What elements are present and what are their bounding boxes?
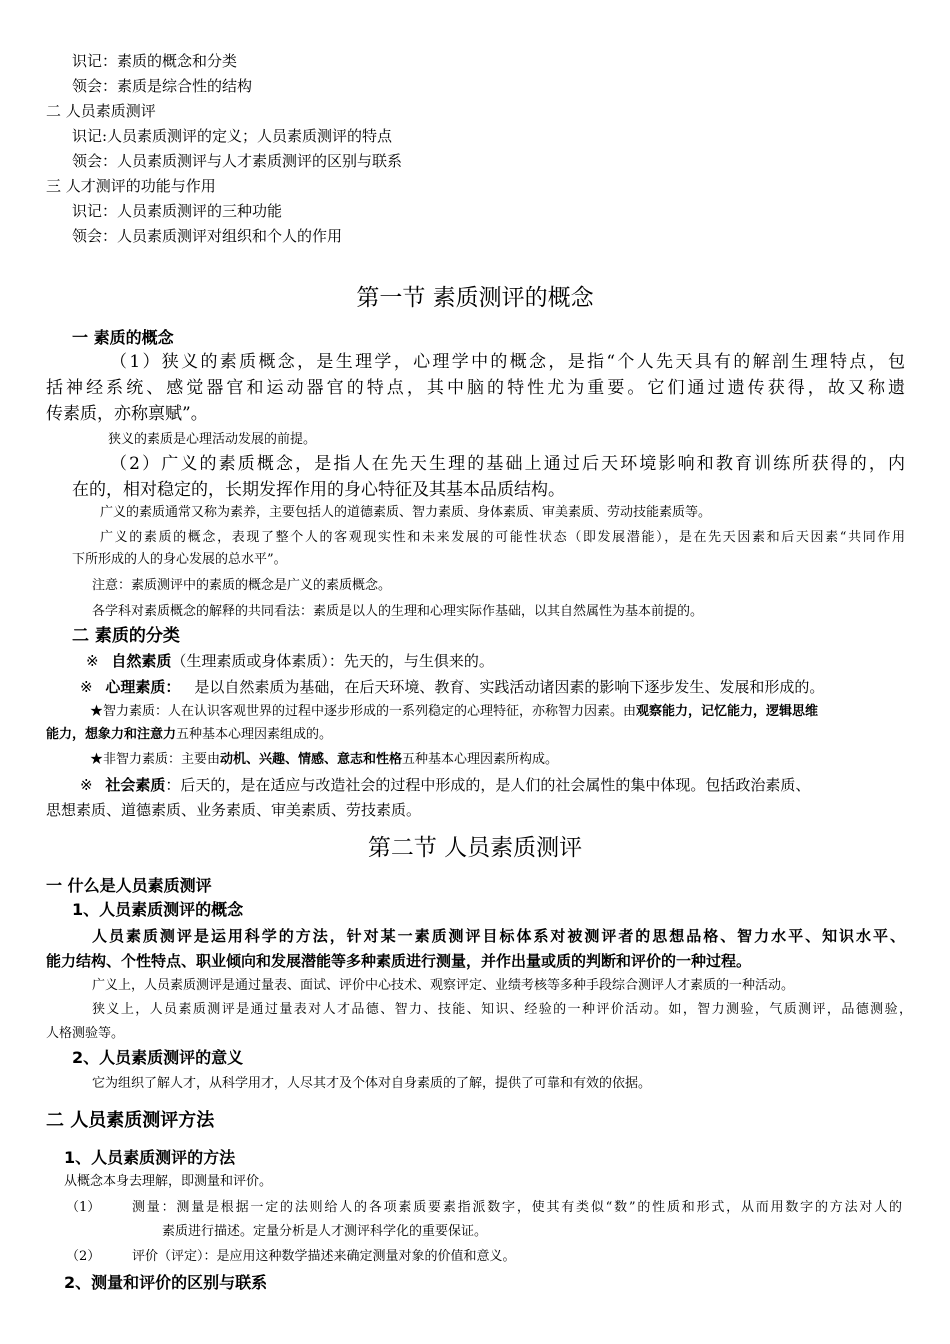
- section-heading: 一 素质的概念: [72, 328, 174, 347]
- paragraph-line: 括神经系统、感觉器官和运动器官的特点，其中脑的特性尤为重要。它们通过遗传获得，故又称遗: [46, 378, 905, 398]
- list-item-text: 测量：测量是根据一定的法则给人的各项素质要素指派数字，使其有类似“数”的性质和形式，从而用数字的方法对人的: [132, 1200, 902, 1215]
- sub-category-line: [90, 752, 558, 768]
- category-desc: 是以自然素质为基础，在后天环境、教育、实践活动诸因素的影响下逐步发生、发展和形成的。: [194, 678, 825, 696]
- note-line: 广义的素质的概念，表现了整个人的客观现实性和未来发展的可能性状态（即发展潜能），是在先天因素和后天因素“共同作用: [100, 530, 905, 545]
- section-title: 第一节 素质测评的概念: [356, 285, 594, 311]
- outline-line: 领会：人员素质测评与人才素质测评的区别与联系: [72, 152, 403, 170]
- category-item: [80, 776, 810, 794]
- section-heading: 二 素质的分类: [72, 626, 180, 646]
- paragraph-line: （1）狭义的素质概念，是生理学，心理学中的概念，是指“个人先天具有的解剖生理特点，包: [110, 352, 905, 372]
- outline-heading: 二 人员素质测评: [46, 102, 156, 120]
- category-name: 社会素质: [105, 776, 166, 794]
- category-desc: ：后天的，是在适应与改造社会的过程中形成的，是人们的社会属性的集中体现。包括政治素质、: [165, 776, 811, 794]
- note-line: 下所形成的人的身心发展的总水平”。: [72, 552, 287, 567]
- section-heading: 二 人员素质测评方法: [46, 1110, 215, 1131]
- section-title: 第二节 人员素质测评: [367, 835, 583, 861]
- outline-line: 识记：素质的概念和分类: [72, 52, 238, 70]
- note-line: 狭义的素质是心理活动发展的前提。: [108, 432, 317, 447]
- reference-mark: ※: [80, 678, 93, 696]
- sub-category-line: [46, 727, 332, 743]
- list-number: （2）: [66, 1249, 101, 1264]
- category-desc: （生理素质或身体素质）：先天的，与生俱来的。: [171, 652, 494, 670]
- sub-category-line: [90, 704, 818, 720]
- definition-line: 能力结构、个性特点、职业倾向和发展潜能等多种素质进行测量，并作出量或质的判断和评价的一种过程。: [46, 952, 752, 970]
- reference-mark: ※: [86, 652, 99, 670]
- note-line: 广义上，人员素质测评是通过量表、面试、评价中心技术、观察评定、业绩考核等多种手段综合测评人才素质的一种活动。: [92, 978, 795, 993]
- sub-category-text: ★非智力素质：主要由: [90, 752, 221, 767]
- paragraph-line: 在的，相对稳定的，长期发挥作用的身心特征及其基本品质结构。: [72, 480, 565, 500]
- sub-category-emphasis: 动机、兴趣、情感、意志和性格: [220, 752, 403, 767]
- list-item-text: 素质进行描述。定量分析是人才测评科学化的重要保证。: [162, 1224, 488, 1239]
- sub-category-text: 五种基本心理因素组成的。: [176, 727, 333, 742]
- outline-heading: 三 人才测评的功能与作用: [46, 177, 216, 195]
- category-name: 自然素质: [111, 652, 172, 670]
- list-number: （1）: [66, 1200, 101, 1215]
- category-name: 心理素质：: [105, 678, 181, 696]
- sub-category-text: 五种基本心理因素所构成。: [402, 752, 559, 767]
- category-item: [86, 652, 494, 670]
- list-item-text: 评价（评定）：是应用这种数学描述来确定测量对象的价值和意义。: [132, 1249, 516, 1264]
- sub-category-emphasis: 观察能力，记忆能力，逻辑思维: [636, 704, 819, 719]
- note-line: 从概念本身去理解，即测量和评价。: [64, 1174, 273, 1189]
- definition-line: 人员素质测评是运用科学的方法，针对某一素质测评目标体系对被测评者的思想品格、智力水平、知识水平、: [92, 927, 905, 945]
- paragraph-line: 传素质，亦称禀赋”。: [46, 404, 208, 424]
- category-item: [80, 678, 824, 696]
- paragraph-line: 思想素质、道德素质、业务素质、审美素质、劳技素质。: [46, 801, 422, 819]
- outline-line: 识记:人员素质测评的定义；人员素质测评的特点: [72, 127, 393, 145]
- note-line: 人格测验等。: [46, 1026, 125, 1041]
- sub-category-emphasis: 能力，想象力和注意力: [46, 727, 177, 742]
- subsection-heading: 2、测量和评价的区别与联系: [64, 1273, 268, 1292]
- reference-mark: ※: [80, 776, 93, 794]
- outline-line: 领会：人员素质测评对组织和个人的作用: [72, 227, 343, 245]
- sub-category-text: ★智力素质：人在认识客观世界的过程中逐步形成的一系列稳定的心理特征，亦称智力因素。由: [90, 704, 637, 719]
- note-line: 各学科对素质概念的解释的共同看法：素质是以人的生理和心理实际作基础，以其自然属性为基本前提的。: [92, 604, 704, 619]
- note-line: 它为组织了解人才，从科学用才，人尽其才及个体对自身素质的了解，提供了可靠和有效的依据。: [92, 1076, 652, 1091]
- outline-line: 领会：素质是综合性的结构: [72, 77, 253, 95]
- paragraph-line: （2）广义的素质概念，是指人在先天生理的基础上通过后天环境影响和教育训练所获得的，内: [110, 454, 905, 474]
- section-heading: 一 什么是人员素质测评: [46, 876, 212, 895]
- note-line: 狭义上，人员素质测评是通过量表对人才品德、智力、技能、知识、经验的一种评价活动。如，智力测验，气质测评，品德测验，: [92, 1002, 912, 1017]
- subsection-heading: 1、人员素质测评的方法: [64, 1148, 236, 1167]
- outline-line: 识记：人员素质测评的三种功能: [72, 202, 283, 220]
- note-line: 注意：素质测评中的素质的概念是广义的素质概念。: [92, 578, 392, 593]
- subsection-heading: 1、人员素质测评的概念: [72, 900, 244, 919]
- note-line: 广义的素质通常又称为素养，主要包括人的道德素质、智力素质、身体素质、审美素质、劳动技能素质等。: [100, 505, 712, 520]
- subsection-heading: 2、人员素质测评的意义: [72, 1048, 244, 1067]
